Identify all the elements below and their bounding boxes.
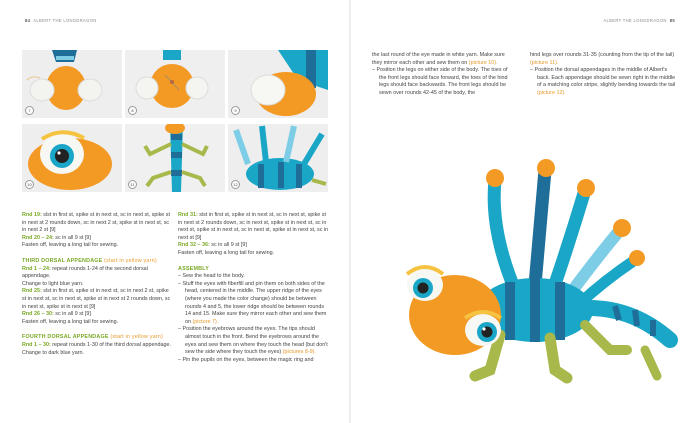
text-column-3 <box>372 52 514 98</box>
assembly-step <box>530 67 680 97</box>
running-header-right <box>603 18 678 23</box>
assembly-step <box>178 281 330 327</box>
round-1-30 <box>22 342 174 350</box>
text-column-2 <box>178 212 330 364</box>
assembly-step-continued <box>372 52 514 67</box>
section-heading-fourth <box>22 334 174 342</box>
round-label: Rnd 26 – 30: <box>22 311 54 318</box>
page-gutter <box>349 0 351 423</box>
round-20-24 <box>22 235 174 243</box>
dragon-illustration <box>395 150 685 400</box>
text-column-1 <box>22 212 174 357</box>
picture-number: 10 <box>25 180 34 189</box>
eye-pupil-photo <box>22 124 122 192</box>
section-title: FOURTH DORSAL APPENDAGE <box>22 334 109 341</box>
step-text: – Stuff the eyes with fiberfill and pin them on both sides of the head, centered in the middle. The upper ridge of the eyes (where you made the color change) should be between rounds 4 and 5, the lower ridge should be between rounds 14 and 15. Make sure they mirror each other and sew them on <box>178 280 327 325</box>
assembly-step-continued <box>530 52 680 67</box>
color-change-note: Change to dark blue yarn. <box>22 349 85 356</box>
round-25 <box>22 288 174 311</box>
picture-ref: (pictures 8-9). <box>282 349 316 356</box>
round-text: slst in first st, spike st in next st, sc in next st, spike st in next st 2 rounds down, sc in next 2 st, spike st in next st, sc in next 2 st [9] <box>22 212 170 234</box>
legs-photo <box>125 124 225 192</box>
round-label: Rnd 1 – 24: <box>22 265 51 272</box>
round-label: Rnd 32 – 36: <box>178 242 210 249</box>
round-1-24 <box>22 266 174 281</box>
picture-number: 12 <box>231 180 240 189</box>
round-label: Rnd 1 – 30: <box>22 341 51 348</box>
finished-dragon-photo <box>395 150 685 400</box>
round-26-30 <box>22 311 174 319</box>
assembly-step: – Position the legs on either side of the body. The toes of the front legs should face forward, the toes of the hind legs should face backwards. The front legs should be sewn over rounds 42-45 of the body, the <box>372 67 508 96</box>
round-label: Rnd 31: <box>178 212 198 218</box>
page-number-left: 84 <box>25 18 31 23</box>
running-header-left <box>22 18 97 23</box>
header-title-left: ALBERT THE LONGDRAGON <box>33 18 97 23</box>
picture-ref: (picture 11). <box>530 59 559 66</box>
round-label: Rnd 19: <box>22 212 42 218</box>
dorsal-photo <box>228 124 328 192</box>
picture-number: 8 <box>128 106 137 115</box>
section-note: (start in yellow yarn) <box>102 257 157 264</box>
round-label: Rnd 20 – 24: <box>22 234 54 241</box>
round-text: slst in first st, spike st in next st, sc in next st, spike st in next st 2 rounds down, sc in next st, spike st in next st, sc in next st, spike st in next st, sc in next st, spike st in next st, sc in next st [9] <box>178 212 329 241</box>
round-text: repeat rounds 1-30 of the third dorsal appendage. <box>50 341 171 348</box>
round-text: repeat rounds 1-24 of the second dorsal appendage. <box>22 265 148 280</box>
round-19 <box>22 212 174 235</box>
round-31 <box>178 212 330 242</box>
round-label: Rnd 25: <box>22 288 42 295</box>
fasten-off-note: Fasten off, leaving a long tail for sewing. <box>178 249 275 256</box>
page-number-right: 85 <box>669 18 675 23</box>
assembly-step: – Pin the pupils on the eyes, between the magic ring and <box>178 356 314 363</box>
photo-grid <box>22 50 328 192</box>
fasten-off-note: Fasten off, leaving a long tail for sewing. <box>22 318 119 325</box>
section-heading-assembly: ASSEMBLY <box>178 265 210 272</box>
round-text: sc in all 9 st [9] <box>53 234 91 241</box>
round-text: sc in all 9 st [9] <box>209 242 247 249</box>
round-32-36 <box>178 242 330 250</box>
color-change-note: Change to light blue yarn. <box>22 280 84 287</box>
section-heading-third <box>22 258 174 266</box>
assembly-step: – Sew the head to the body. <box>178 273 245 280</box>
step-text: the last round of the eye made in white yarn. Make sure they mirror each other and sew them on <box>372 52 505 66</box>
fasten-off-note: Fasten off, leaving a long tail for sewing. <box>22 242 119 249</box>
step-text: hind legs over rounds 31-35 (counting from the tip of the tail) <box>530 52 675 58</box>
picture-number: 9 <box>231 106 240 115</box>
picture-number: 7 <box>25 106 34 115</box>
round-text: slst in first st, spike st in next st, sc in next 2 st, spike st in next st, sc in next st, spike st in next st 2 rounds down, sc in next st, spike st in next st [9] <box>22 288 171 310</box>
picture-number: 11 <box>128 180 137 189</box>
picture-ref: (picture 12). <box>537 89 566 96</box>
picture-ref: (picture 7). <box>192 318 219 325</box>
round-text: sc in all 9 st [9] <box>53 311 91 318</box>
section-note: (start in yellow yarn) <box>108 334 163 341</box>
ear-attach-photo <box>22 50 122 118</box>
step-text: – Position the eyebrows around the eyes. The tips should almost touch in the front. Bend the eyebrows around the eyes and sew them on where they touch the head (but don't sew the side where they touch the eyes) <box>178 326 328 356</box>
ear-pinned-photo <box>125 50 225 118</box>
eye-ball-photo <box>228 50 328 118</box>
assembly-step <box>178 326 330 356</box>
step-text: – Position the dorsal appendages in the middle of Albert's back. Each appendage should be sewn right in the middle of a matching color stripe, slightly bending towards the tail <box>530 67 676 89</box>
section-title: THIRD DORSAL APPENDAGE <box>22 257 103 264</box>
header-title-right: ALBERT THE LONGDRAGON <box>603 18 667 23</box>
text-column-4 <box>530 52 680 98</box>
picture-ref: (picture 10). <box>468 59 498 66</box>
